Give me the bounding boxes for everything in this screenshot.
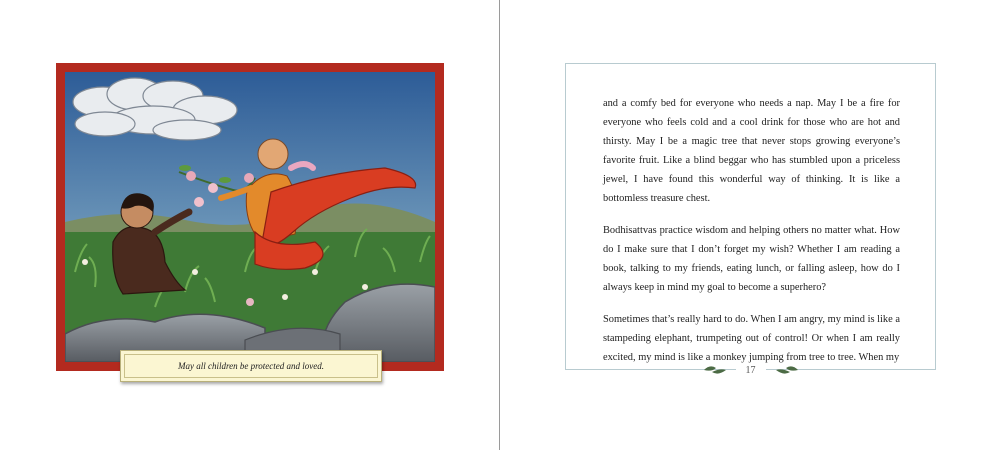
paragraph: Bodhisattvas practice wisdom and helping others no matter what. How do I make sure that I don’t forget my wish? Whether I am reading a book, talking to my friends, eating lunch, or falling asleep, how do I always keep in mind my goal to become a superhero? (603, 225, 900, 293)
text-frame (565, 63, 936, 370)
right-page (500, 0, 1000, 450)
leaf-ornament-icon (774, 364, 800, 376)
leaf-ornament-icon (702, 364, 728, 376)
page-number: 17 (736, 365, 766, 376)
page-footer (565, 360, 936, 380)
illustration-painting (65, 72, 435, 362)
text-body (603, 94, 900, 380)
illustration-caption-box (120, 350, 382, 382)
illustration-caption: May all children be protected and loved. (177, 361, 325, 371)
illustration-frame (56, 63, 444, 371)
paragraph: Sometimes that’s really hard to do. When I am angry, my mind is like a stampeding elephant, trumpeting out of control! Or when I am really excited, my mind is like a monkey jumping from tree to tree. When my (603, 314, 900, 363)
paragraph: and a comfy bed for everyone who needs a nap. May I be a fire for everyone who feels cold and a cool drink for those who are hot and thirsty. May I be a magic tree that never stops growing everyone’s favorite fruit. Like a blind beggar who has stumbled upon a priceless jewel, I have found this wonderful way of thinking. It is like a bottomless treasure chest. (603, 98, 900, 204)
